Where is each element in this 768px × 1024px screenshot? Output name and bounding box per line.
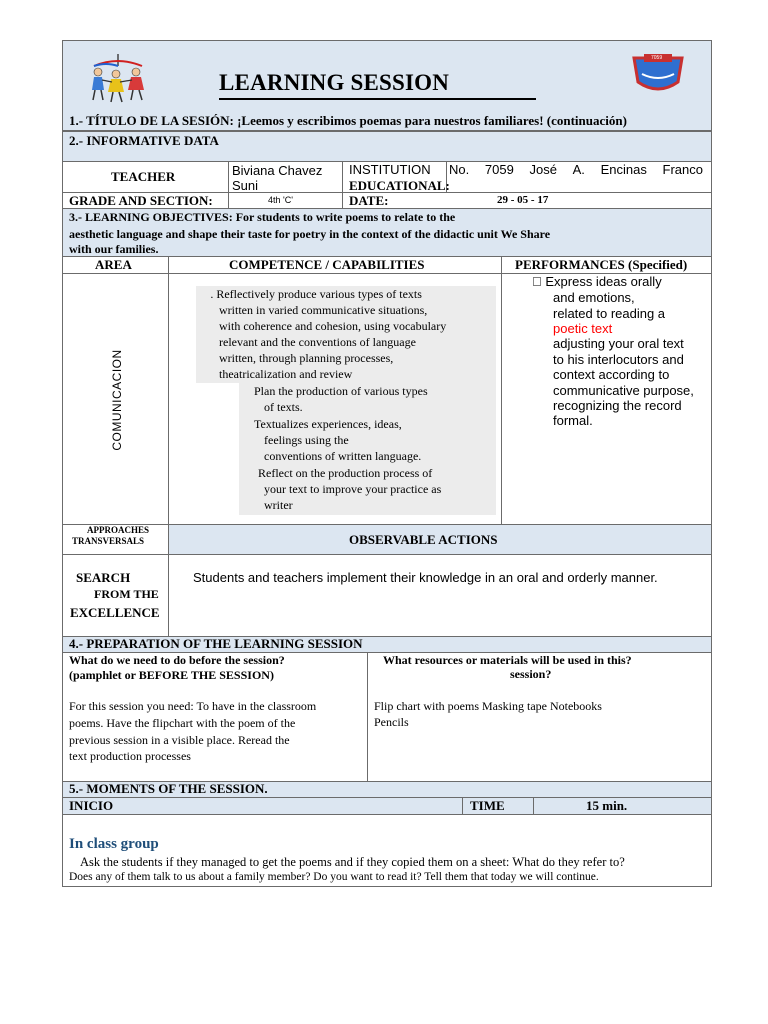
- performance-line: recognizing the record: [553, 398, 682, 413]
- performance-red-text: poetic text: [553, 321, 613, 336]
- moments-line: Does any of them talk to us about a family member? Do you want to read it? Tell them that today we will continue.: [69, 871, 599, 883]
- time-value: 15 min.: [586, 798, 628, 813]
- preparation-left-line: poems. Have the flipchart with the poem of the: [69, 716, 296, 730]
- children-dancing-illustration: [86, 52, 150, 104]
- competence-line: written, through planning processes,: [219, 351, 394, 365]
- institution-word: José: [529, 162, 557, 177]
- performance-line: and emotions,: [553, 290, 635, 305]
- capability-line: Textualizes experiences, ideas,: [254, 417, 402, 431]
- divider: [168, 524, 169, 555]
- competence-line: with coherence and cohesion, using vocabulary: [219, 319, 447, 333]
- capability-line: Plan the production of various types: [254, 384, 428, 398]
- teacher-name-line2: Suni: [232, 178, 259, 193]
- performance-line: to his interlocutors and: [553, 352, 684, 367]
- capability-line: conventions of written language.: [264, 449, 422, 463]
- performance-line: Express ideas orally: [532, 274, 649, 289]
- capability-line: Reflect on the production process of: [258, 466, 433, 480]
- school-badge-logo: [630, 52, 686, 96]
- search-label-line2: FROM THE: [94, 587, 159, 601]
- preparation-right-question2: session?: [510, 667, 552, 681]
- column-header-performances: PERFORMANCES (Specified): [515, 257, 688, 272]
- objectives-heading: 3.- LEARNING OBJECTIVES:: [69, 210, 233, 224]
- competence-line: . Reflectively produce various types of texts: [198, 287, 410, 301]
- objectives-line3: with our families.: [69, 242, 159, 256]
- group-heading: In class group: [69, 836, 159, 852]
- preparation-left-line: text production processes: [69, 749, 191, 763]
- preparation-right-line: Flip chart with poems Masking tape Notebooks: [374, 699, 602, 713]
- objectives-line1: [69, 210, 455, 225]
- capability-bullet: [242, 466, 251, 481]
- session-title-value: ¡Leemos y escribimos poemas para nuestros familiares! (continuación): [237, 113, 627, 128]
- institution-word: Encinas: [600, 162, 647, 177]
- institution-label-line2: EDUCATIONAL:: [349, 178, 450, 193]
- search-action: Students and teachers implement their knowledge in an oral and orderly manner.: [193, 570, 658, 585]
- teacher-name-line1: Biviana Chavez: [232, 163, 323, 178]
- capability-line: writer: [264, 498, 293, 512]
- divider: [168, 256, 169, 525]
- area-value: COMUNICACION: [110, 349, 124, 451]
- capability-bullet: [242, 417, 251, 432]
- teacher-label: TEACHER: [111, 169, 176, 184]
- institution-value: [449, 162, 703, 177]
- grade-label: GRADE AND SECTION:: [69, 193, 213, 208]
- performance-line: adjusting your oral text: [553, 336, 684, 351]
- performance-line: context according to: [553, 367, 670, 382]
- approaches-label-line1: APPROACHES: [87, 525, 150, 535]
- preparation-right-line: Pencils: [374, 715, 409, 729]
- inicio-label: INICIO: [69, 798, 114, 813]
- capability-bullet: [242, 384, 251, 399]
- informative-heading: 2.- INFORMATIVE DATA: [69, 133, 219, 148]
- column-header-competence: COMPETENCE / CAPABILITIES: [229, 257, 425, 272]
- divider: [367, 652, 368, 782]
- preparation-left-line: For this session you need: To have in the classroom: [69, 699, 317, 713]
- moments-line: Ask the students if they managed to get the poems and if they copied them on a sheet: What do they refer to?: [80, 855, 625, 869]
- divider: [168, 554, 169, 637]
- institution-label-line1: INSTITUTION: [349, 162, 431, 177]
- performance-line: formal.: [553, 413, 593, 428]
- grade-value: 4th 'C': [268, 195, 293, 205]
- capability-line: your text to improve your practice as: [264, 482, 442, 496]
- institution-word: A.: [572, 162, 585, 177]
- divider: [533, 797, 534, 815]
- time-label: TIME: [470, 798, 505, 813]
- objectives-text: For students to write poems to relate to the: [235, 210, 456, 224]
- session-title: [69, 113, 627, 129]
- session-title-label: 1.- TÍTULO DE LA SESIÓN:: [69, 113, 234, 128]
- approaches-label-line2: TRANSVERSALS: [72, 536, 145, 546]
- institution-word: Franco: [662, 162, 703, 177]
- divider: [501, 256, 502, 525]
- moments-heading: 5.- MOMENTS OF THE SESSION.: [69, 781, 268, 796]
- divider: [462, 797, 463, 815]
- preparation-left-line: previous session in a visible place. Reread the: [69, 733, 290, 747]
- objectives-line2: aesthetic language and shape their taste for poetry in the context of the didactic unit We Share: [69, 227, 551, 241]
- competence-line: theatricalization and review: [219, 367, 353, 381]
- institution-word: No.: [449, 162, 470, 177]
- preparation-left-question2: (pamphlet or BEFORE THE SESSION): [69, 668, 274, 682]
- competence-line: written in varied communicative situations,: [219, 303, 428, 317]
- badge-text: 7059: [651, 55, 663, 61]
- preparation-left-question1: What do we need to do before the session?: [69, 653, 285, 667]
- date-value: 29 - 05 - 17: [497, 194, 549, 206]
- date-label: DATE:: [349, 193, 389, 208]
- institution-word: 7059: [484, 162, 514, 177]
- search-label-line1: SEARCH: [76, 570, 131, 585]
- performance-line: communicative purpose,: [553, 383, 694, 398]
- column-header-area: AREA: [95, 257, 132, 272]
- search-label-line3: EXCELLENCE: [70, 605, 160, 620]
- preparation-heading: 4.- PREPARATION OF THE LEARNING SESSION: [69, 636, 363, 651]
- performance-line: related to reading a: [553, 306, 666, 321]
- search-row: [62, 554, 712, 637]
- title-underline: [219, 98, 536, 100]
- observable-actions-header: OBSERVABLE ACTIONS: [349, 532, 498, 547]
- preparation-right-question1: What resources or materials will be used in this?: [383, 653, 632, 667]
- capability-line: of texts.: [264, 400, 303, 414]
- page-title: LEARNING SESSION: [219, 70, 450, 95]
- competence-line: relevant and the conventions of language: [219, 335, 416, 349]
- capability-line: feelings using the: [264, 433, 349, 447]
